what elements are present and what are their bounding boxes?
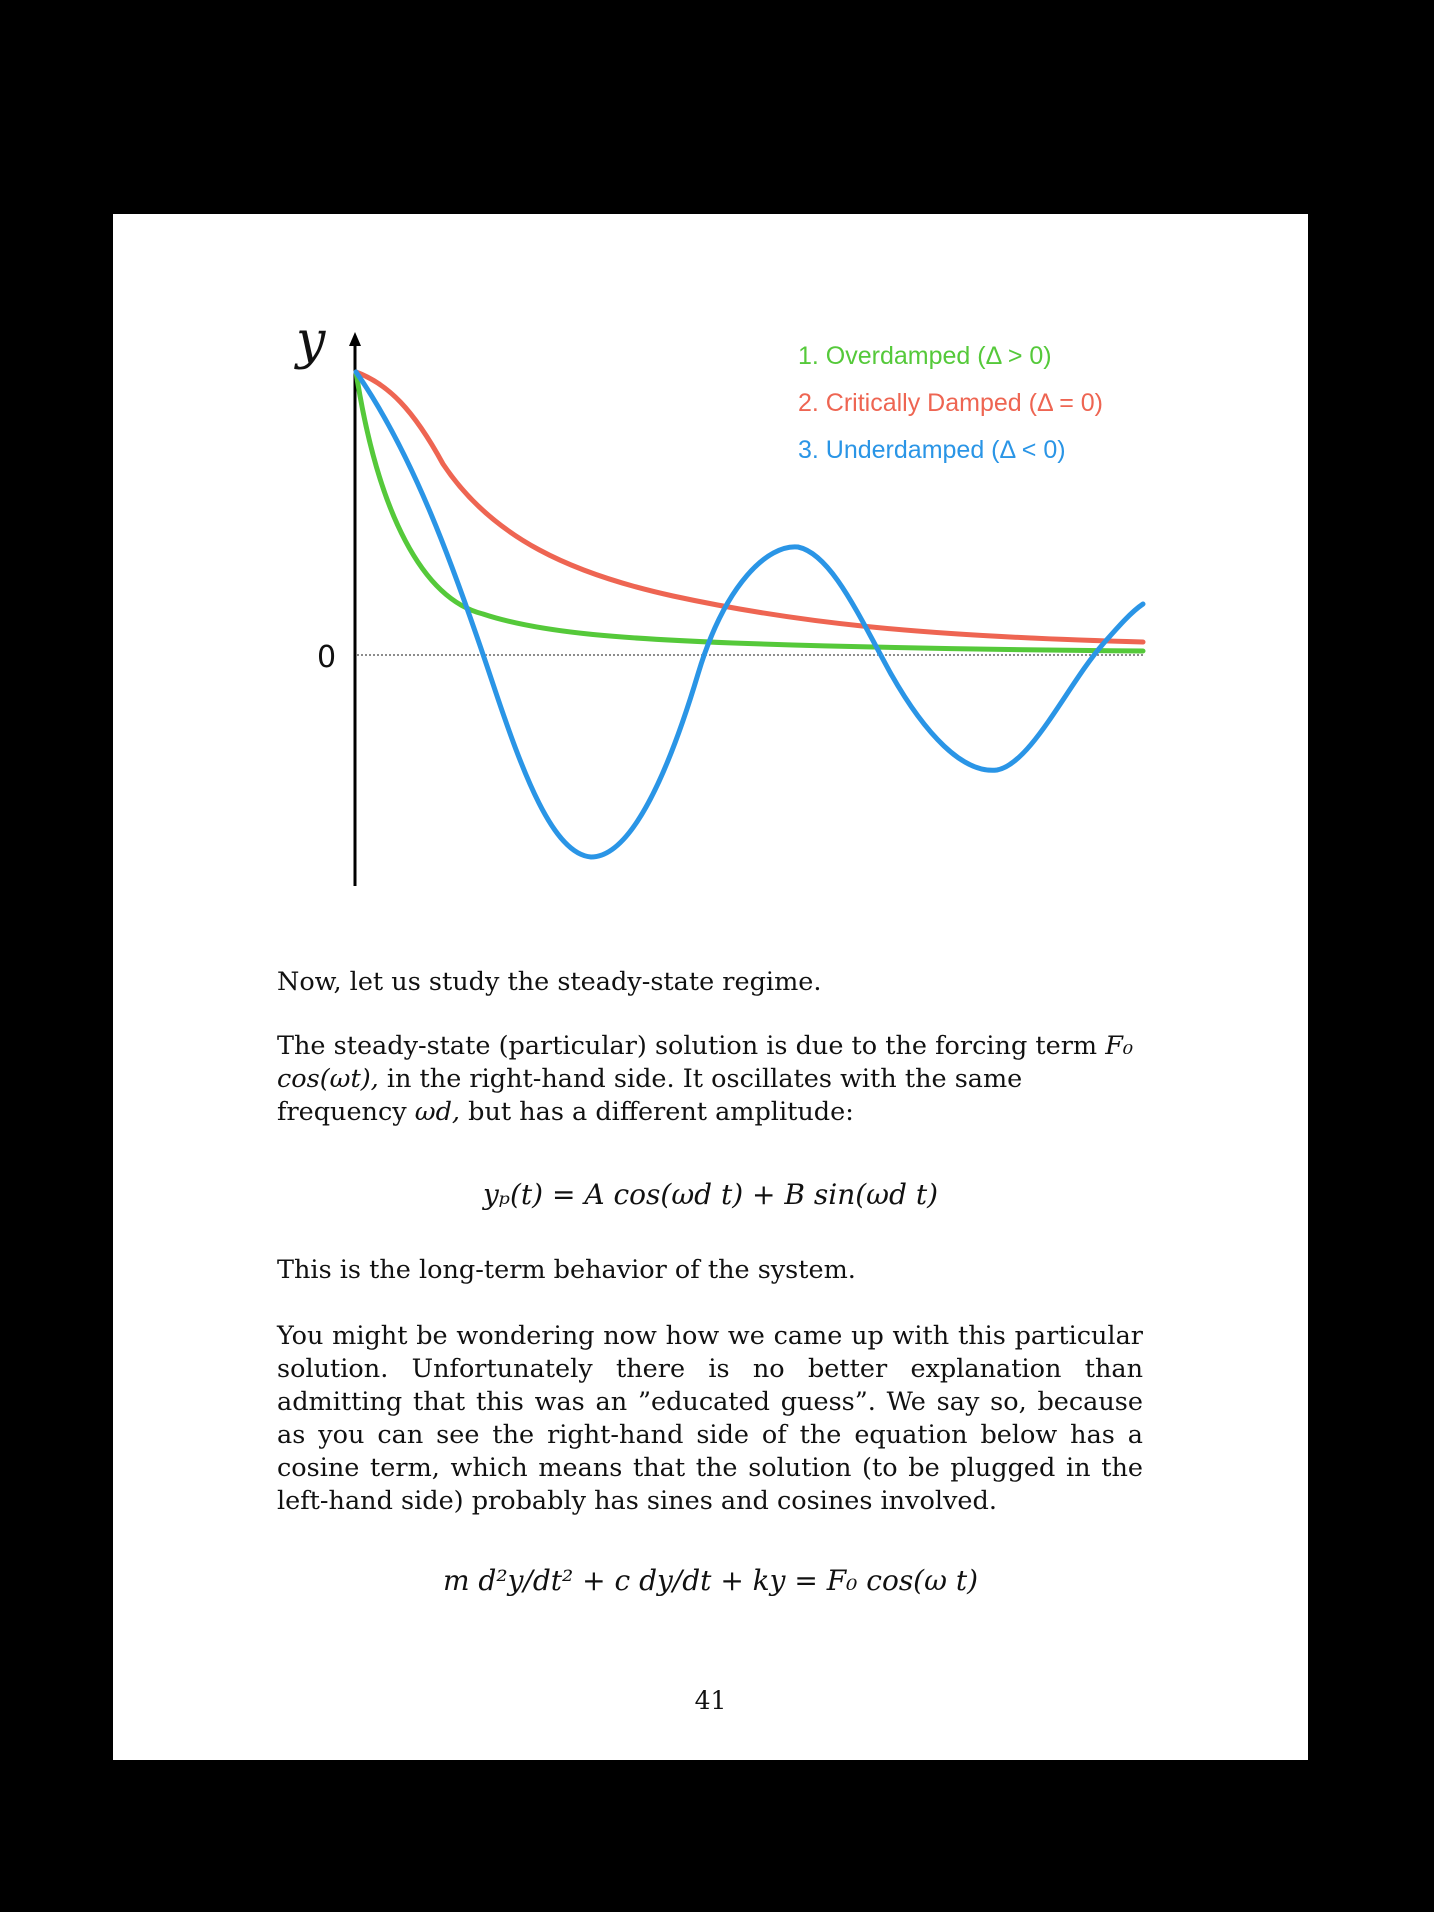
paragraph-long-term: This is the long-term behavior of the system. bbox=[277, 1255, 856, 1285]
paragraph-steady-state: Now, let us study the steady-state regime. bbox=[277, 967, 822, 997]
forcing-term: F₀ cos(ωt), bbox=[277, 1031, 1134, 1094]
text-fragment: in the right-hand side. It oscillates with the same frequency bbox=[277, 1064, 1023, 1127]
equation-text: yₚ(t) = A cos(ωd t) + B sin(ωd t) bbox=[482, 1178, 938, 1211]
frequency-symbol: ωd, bbox=[414, 1097, 461, 1127]
document-page bbox=[113, 214, 1308, 1760]
y-axis-label: y bbox=[296, 311, 326, 371]
equation-particular bbox=[113, 1178, 1308, 1211]
damping-figure bbox=[113, 214, 1308, 914]
text-fragment: The steady-state (particular) solution is due to the forcing term bbox=[277, 1031, 1106, 1061]
text-fragment: but has a different amplitude: bbox=[468, 1097, 854, 1127]
paragraph-particular-solution bbox=[277, 1030, 1143, 1129]
equation-text: m d²y/dt² + c dy/dt + ky = F₀ cos(ω t) bbox=[442, 1564, 979, 1597]
zero-label: 0 bbox=[317, 640, 337, 675]
page-number: 41 bbox=[694, 1686, 727, 1715]
equation-ode bbox=[113, 1564, 1308, 1597]
y-axis-arrow bbox=[349, 332, 361, 346]
paragraph-educated-guess: You might be wondering now how we came up with this particular solution. Unfortunately there is no better explanation than admitting that this was an ”educated guess”. We say so, because as you can see the right-hand side of the equation below has a cosine term, which means that the solution (to be plugged in the left-hand side) probably has sines and cosines involved. bbox=[277, 1321, 1143, 1516]
legend-underdamped: 3. Underdamped (Δ < 0) bbox=[798, 436, 1066, 464]
legend-overdamped: 1. Overdamped (Δ > 0) bbox=[798, 342, 1052, 370]
legend-critically-damped: 2. Critically Damped (Δ = 0) bbox=[798, 389, 1103, 417]
